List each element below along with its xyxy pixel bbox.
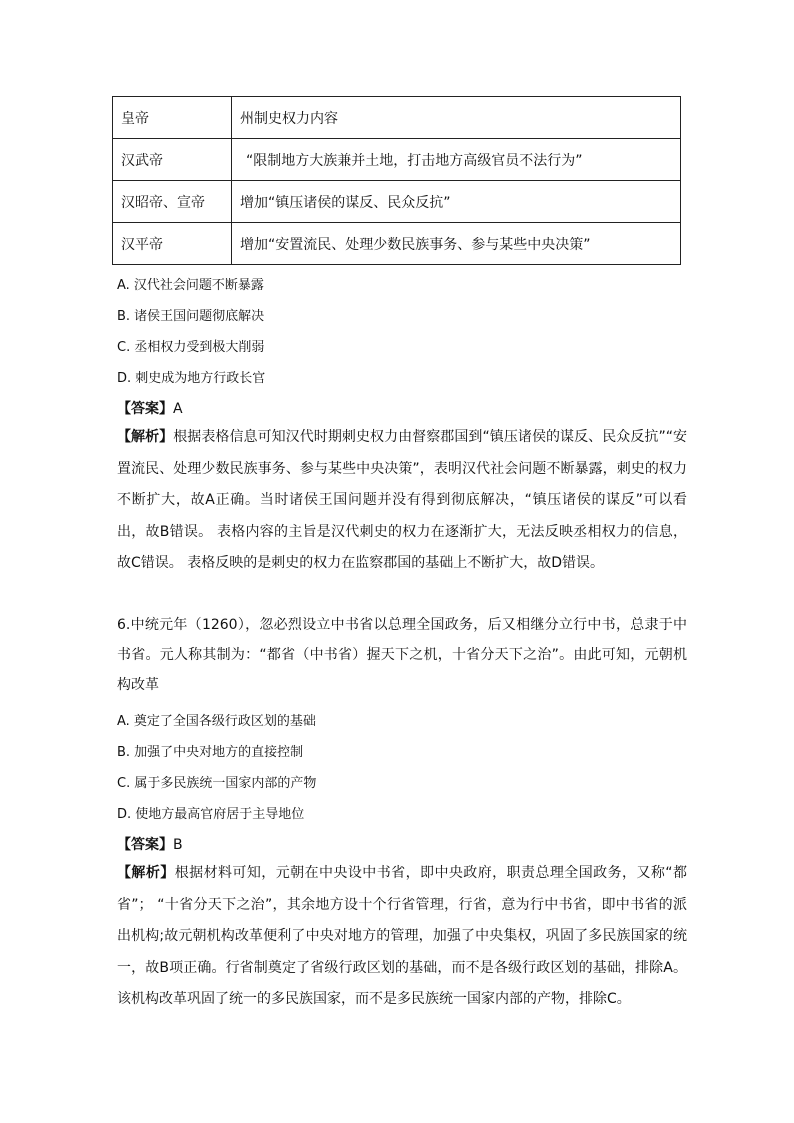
- q5-option-b: B. 诸侯王国问题彻底解决: [117, 309, 265, 324]
- q6-answer: [117, 834, 183, 854]
- answer-value: B: [173, 837, 183, 853]
- analysis-text: 根据材料可知，元朝在中央设中书省，即中央政府，职责总理全国政务，又称“都省”； “十省分天下之治”，其余地方设十个行省管理，行省，意为行中书省，即中书省的派出机构;故元朝机构改革便利了中央对地方的管理，加强了中央集权，巩固了多民族国家的统一，故B项正确。行省制奠定了省级行政区划的基础，而不是各级行政区划的基础，排除A。该机构改革巩固了统一的多民族国家，而不是多民族统一国家内部的产物，排除C。: [117, 865, 687, 1008]
- q6-option-b: B. 加强了中央对地方的直接控制: [117, 745, 304, 760]
- q6-option-d: D. 使地方最高官府居于主导地位: [117, 807, 305, 822]
- table-cell: 增加“安置流民、处理少数民族事务、参与某些中央决策”: [232, 223, 681, 265]
- q6-analysis: [117, 858, 687, 1016]
- q6-stem: 6.中统元年（1260），忽必烈设立中书省以总理全国政务，后又相继分立行中书，总隶于中书省。元人称其制为：“都省（中书省）握天下之机，十省分天下之治”。由此可知，元朝机构改革: [117, 617, 687, 693]
- q5-analysis: [117, 422, 687, 580]
- table-cell: 州制史权力内容: [232, 97, 681, 139]
- q5-option-d: D. 刺史成为地方行政长官: [117, 371, 266, 386]
- q5-answer: [117, 398, 183, 418]
- table-cell: 汉平帝: [113, 223, 232, 265]
- answer-label: 【答案】: [117, 401, 173, 417]
- table-cell: “限制地方大族兼并土地，打击地方高级官员不法行为”: [232, 139, 681, 181]
- table-row: [113, 181, 681, 223]
- table-cell: 增加“镇压诸侯的谋反、民众反抗”: [232, 181, 681, 223]
- q6-option-a: A. 奠定了全国各级行政区划的基础: [117, 714, 316, 729]
- emperor-power-table: [112, 96, 681, 265]
- answer-label: 【答案】: [117, 837, 173, 853]
- table-cell: 汉昭帝、宣帝: [113, 181, 232, 223]
- analysis-label: 【解析】: [117, 865, 175, 881]
- answer-value: A: [173, 401, 183, 417]
- table-cell: 皇帝: [113, 97, 232, 139]
- table-cell: 汉武帝: [113, 139, 232, 181]
- q6-option-c: C. 属于多民族统一国家内部的产物: [117, 776, 317, 791]
- analysis-label: 【解析】: [117, 429, 174, 445]
- q5-option-c: C. 丞相权力受到极大削弱: [117, 340, 265, 355]
- analysis-text: 根据表格信息可知汉代时期刺史权力由督察郡国到“镇压诸侯的谋反、民众反抗”“安置流民、处理少数民族事务、参与某些中央决策”，表明汉代社会问题不断暴露，刺史的权力不断扩大，故A正确。当时诸侯王国问题并没有得到彻底解决，“镇压诸侯的谋反”可以看出，故B错误。 表格内容的主旨是汉代刺史的权力在逐渐扩大，无法反映丞相权力的信息，故C错误。 表格反映的是刺史的权力在监察郡国的基础上不断扩大，故D错误。: [117, 429, 688, 572]
- q5-option-a: A. 汉代社会问题不断暴露: [117, 278, 264, 293]
- table-row: [113, 139, 681, 181]
- table-row: [113, 223, 681, 265]
- table-header-row: [113, 97, 681, 139]
